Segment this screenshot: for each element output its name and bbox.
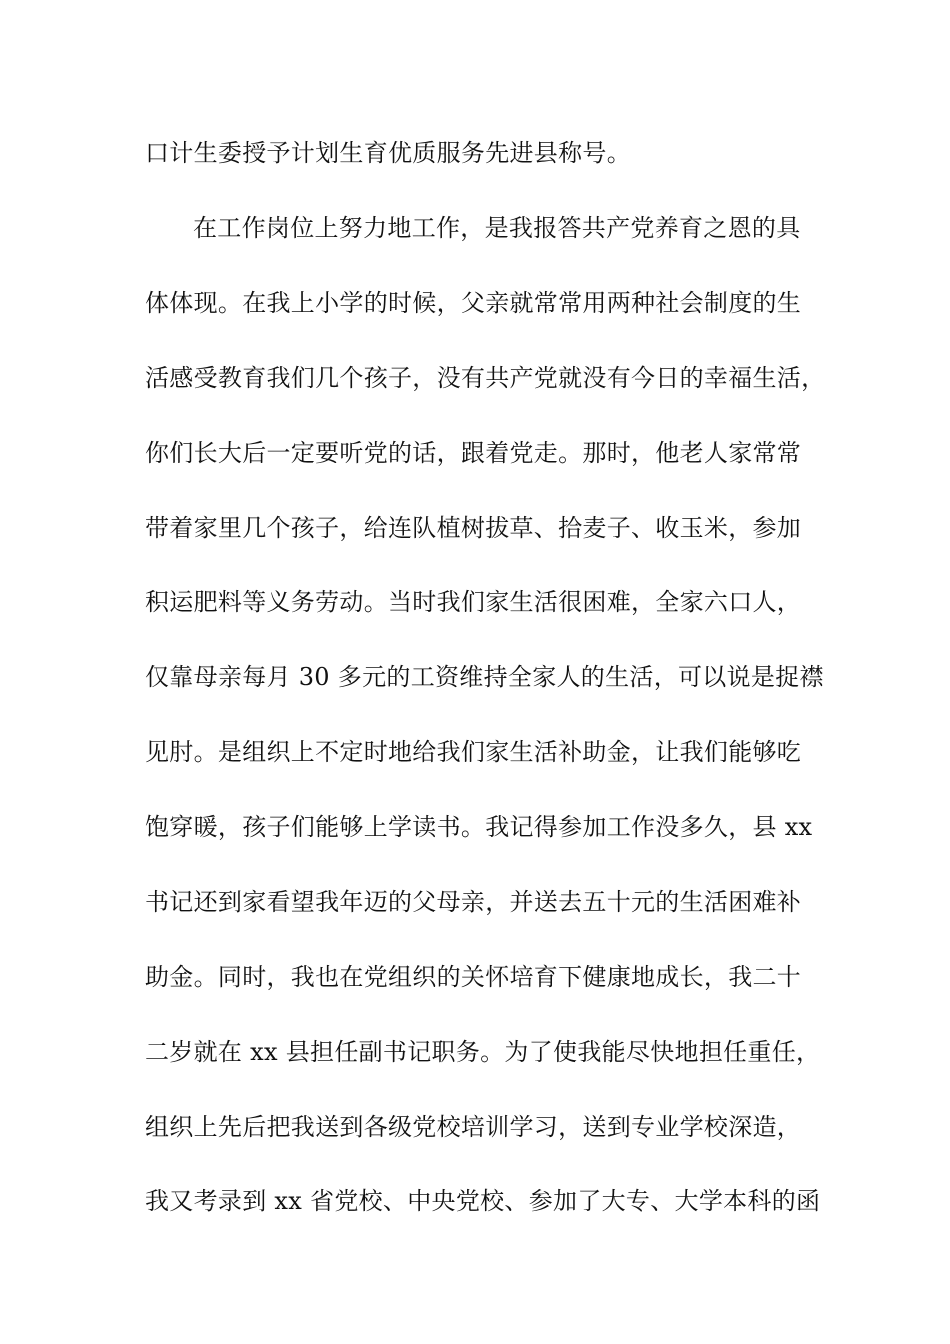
text-line-3: 体体现。在我上小学的时候，父亲就常常用两种社会制度的生	[145, 289, 802, 317]
text-line-9: 见肘。是组织上不定时地给我们家生活补助金，让我们能够吃	[145, 738, 802, 766]
text-line-1: 口计生委授予计划生育优质服务先进县称号。	[145, 139, 631, 167]
text-line-4: 活感受教育我们几个孩子，没有共产党就没有今日的幸福生活，	[145, 364, 826, 392]
text-line-6: 带着家里几个孩子，给连队植树拔草、拾麦子、收玉米，参加	[145, 514, 802, 542]
text-line-5: 你们长大后一定要听党的话，跟着党走。那时，他老人家常常	[145, 439, 802, 467]
text-line-8: 仅靠母亲每月 30 多元的工资维持全家人的生活，可以说是捉襟	[145, 663, 824, 691]
text-line-2: 在工作岗位上努力地工作，是我报答共产党养育之恩的具	[193, 214, 801, 242]
text-line-7: 积运肥料等义务劳动。当时我们家生活很困难，全家六口人，	[145, 588, 802, 616]
text-line-14: 组织上先后把我送到各级党校培训学习，送到专业学校深造，	[145, 1113, 802, 1141]
text-line-13: 二岁就在 xx 县担任副书记职务。为了使我能尽快地担任重任，	[145, 1038, 821, 1066]
text-line-15: 我又考录到 xx 省党校、中央党校、参加了大专、大学本科的函	[145, 1187, 821, 1215]
text-line-12: 助金。同时，我也在党组织的关怀培育下健康地成长，我二十	[145, 963, 802, 991]
text-line-11: 书记还到家看望我年迈的父母亲，并送去五十元的生活困难补	[145, 888, 802, 916]
text-line-10: 饱穿暖，孩子们能够上学读书。我记得参加工作没多久，县 xx	[145, 813, 813, 841]
